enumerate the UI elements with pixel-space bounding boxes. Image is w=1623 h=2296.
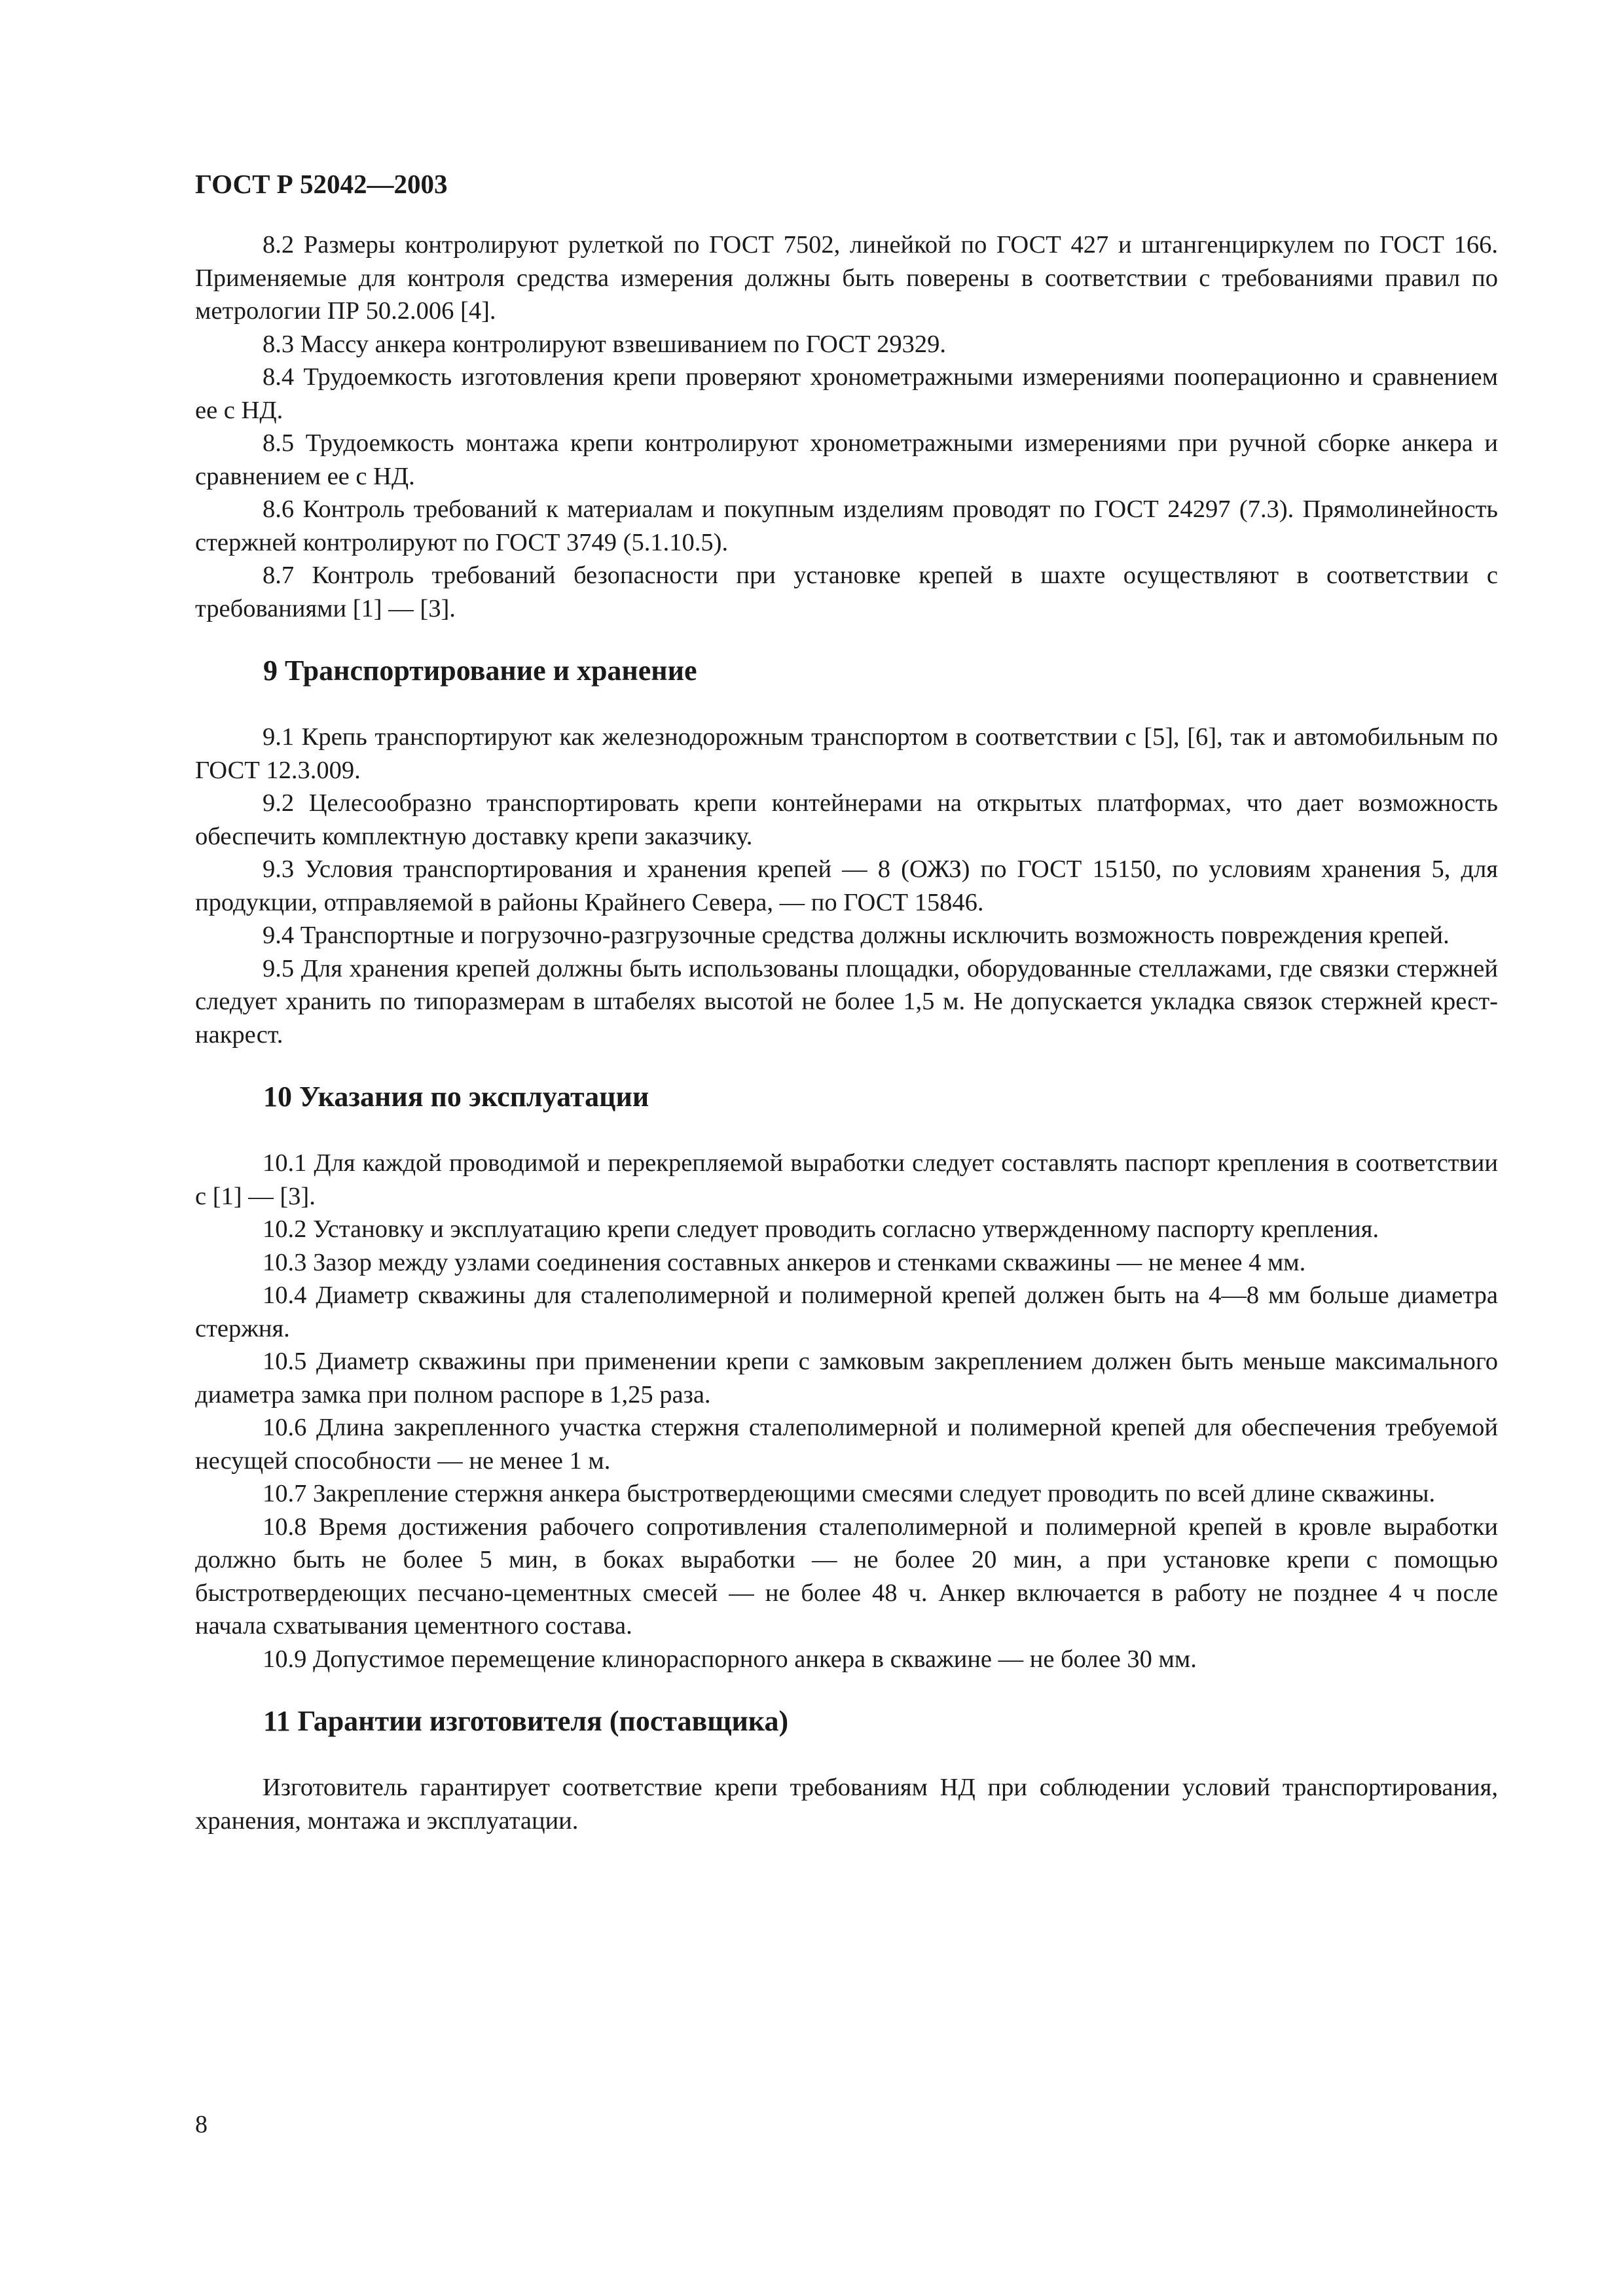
section-8 — [195, 228, 1498, 625]
paragraph-9-4: 9.4 Транспортные и погрузочно-разгрузочные средства должны исключить возможность повреждения крепей. — [263, 922, 1450, 949]
paragraph-8-3: 8.3 Массу анкера контролируют взвешиванием по ГОСТ 29329. — [263, 330, 946, 358]
paragraph-8-2: 8.2 Размеры контролируют рулеткой по ГОСТ 7502, линейкой по ГОСТ 427 и штангенциркулем по ГОСТ 166. Применяемые для контроля средства измерения должны быть поверены в соответствии с требованиями правил по метрологии ПР 50.2.006 [4]. — [195, 231, 1498, 325]
section-11 — [195, 1703, 1498, 1837]
paragraph-9-2: 9.2 Целесообразно транспортировать крепи контейнерами на открытых платформах, что дает возможность обеспечить комплектную доставку крепи заказчику. — [195, 789, 1498, 850]
paragraph-11-text: Изготовитель гарантирует соответствие крепи требованиям НД при соблюдении условий транспортирования, хранения, монтажа и эксплуатации. — [195, 1774, 1498, 1835]
paragraph-8-4: 8.4 Трудоемкость изготовления крепи проверяют хронометражными измерениями пооперационно и сравнением ее с НД. — [195, 363, 1498, 424]
paragraph-10-4: 10.4 Диаметр скважины для сталеполимерной и полимерной крепей должен быть на 4—8 мм больше диаметра стержня. — [195, 1282, 1498, 1342]
document-page — [195, 167, 1498, 1837]
paragraph-10-3: 10.3 Зазор между узлами соединения составных анкеров и стенками скважины — не менее 4 мм. — [263, 1248, 1306, 1276]
paragraph-9-5: 9.5 Для хранения крепей должны быть использованы площадки, оборудованные стеллажами, где связки стержней следует хранить по типоразмерам в штабелях высотой не более 1,5 м. Не допускается укладка связок стержней крест-накрест. — [195, 954, 1498, 1049]
paragraph-10-8: 10.8 Время достижения рабочего сопротивления сталеполимерной и полимерной крепей в кровле выработки должно быть не более 5 мин, в боках выработки — не более 20 мин, а при установке крепи с помощью быстротвердеющих песчано-цементных смесей — не более 48 ч. Анкер включается в работу не позднее 4 ч после начала схватывания цементного состава. — [195, 1513, 1498, 1640]
section-10 — [195, 1079, 1498, 1676]
section-9-title: 9 Транспортирование и хранение — [263, 655, 697, 687]
paragraph-9-1: 9.1 Крепь транспортируют как железнодорожным транспортом в соответствии с [5], [6], так и автомобильным по ГОСТ 12.3.009. — [195, 723, 1498, 784]
paragraph-10-7: 10.7 Закрепление стержня анкера быстротвердеющими смесями следует проводить по всей длине скважины. — [263, 1480, 1436, 1507]
paragraph-10-9: 10.9 Допустимое перемещение клинораспорного анкера в скважине — не более 30 мм. — [263, 1645, 1197, 1673]
page-number: 8 — [195, 2111, 208, 2138]
paragraph-10-6: 10.6 Длина закрепленного участка стержня сталеполимерной и полимерной крепей для обеспечения требуемой несущей способности — не менее 1 м. — [195, 1414, 1498, 1475]
paragraph-8-5: 8.5 Трудоемкость монтажа крепи контролируют хронометражными измерениями при ручной сборке анкера и сравнением ее с НД. — [195, 429, 1498, 490]
section-11-title: 11 Гарантии изготовителя (поставщика) — [263, 1705, 789, 1737]
section-10-title: 10 Указания по эксплуатации — [263, 1081, 649, 1113]
paragraph-10-1: 10.1 Для каждой проводимой и перекрепляемой выработки следует составлять паспорт крепления в соответствии с [1] — [3]. — [195, 1149, 1498, 1210]
paragraph-8-7: 8.7 Контроль требований безопасности при установке крепей в шахте осуществляют в соответствии с требованиями [1] — [3]. — [195, 562, 1498, 622]
paragraph-10-5: 10.5 Диаметр скважины при применении крепи с замковым закреплением должен быть меньше максимального диаметра замка при полном распоре в 1,25 раза. — [195, 1348, 1498, 1408]
paragraph-9-3: 9.3 Условия транспортирования и хранения крепей — 8 (ОЖЗ) по ГОСТ 15150, по условиям хранения 5, для продукции, отправляемой в районы Крайнего Севера, — по ГОСТ 15846. — [195, 855, 1498, 916]
section-9 — [195, 653, 1498, 1051]
document-header: ГОСТ Р 52042—2003 — [195, 169, 448, 199]
paragraph-8-6: 8.6 Контроль требований к материалам и покупным изделиям проводят по ГОСТ 24297 (7.3). Прямолинейность стержней контролируют по ГОСТ 3749 (5.1.10.5). — [195, 495, 1498, 556]
paragraph-10-2: 10.2 Установку и эксплуатацию крепи следует проводить согласно утвержденному паспорту крепления. — [263, 1215, 1379, 1243]
